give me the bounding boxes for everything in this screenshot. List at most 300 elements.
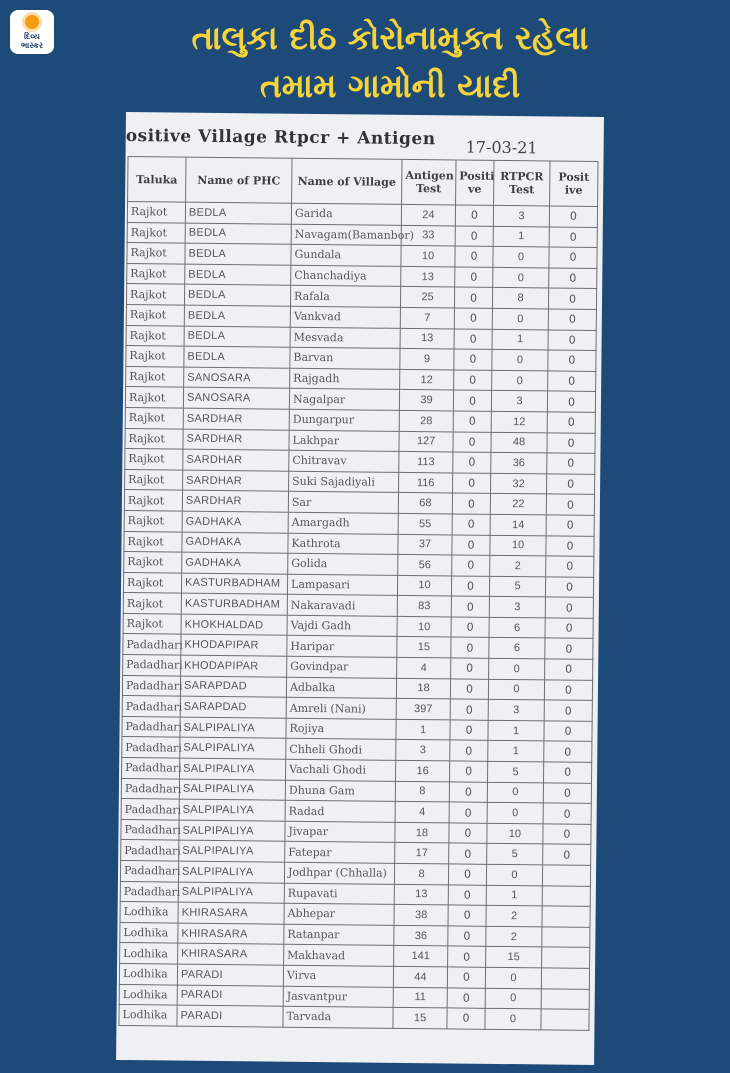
sheet-title: ositive Village Rtpcr + Antigen [125, 125, 436, 150]
cell-antigen-test: 10 [401, 246, 455, 267]
cell-taluka: Padadhari [121, 819, 179, 840]
cell-antigen-positive: 0 [453, 452, 491, 473]
cell-village: Golida [288, 553, 398, 575]
cell-taluka: Padadhari [122, 737, 180, 758]
cell-taluka: Rajkot [123, 613, 181, 634]
header-antigen-positive: Positi ve [456, 160, 494, 205]
cell-village: Tarvada [283, 1006, 393, 1028]
cell-antigen-positive: 0 [448, 946, 486, 967]
cell-taluka: Rajkot [127, 243, 185, 264]
cell-rtpcr-test: 5 [488, 761, 544, 782]
cell-rtpcr-test: 0 [487, 803, 543, 824]
cell-antigen-positive: 0 [452, 514, 490, 535]
cell-taluka: Rajkot [125, 449, 183, 470]
cell-rtpcr-test: 6 [489, 617, 545, 638]
cell-taluka: Rajkot [125, 407, 183, 428]
cell-taluka: Rajkot [124, 552, 182, 573]
cell-antigen-test: 33 [401, 225, 455, 246]
cell-antigen-positive: 0 [450, 761, 488, 782]
cell-taluka: Rajkot [127, 222, 185, 243]
cell-antigen-test: 15 [397, 637, 451, 658]
cell-rtpcr-positive: 0 [548, 350, 596, 371]
cell-antigen-positive: 0 [451, 617, 489, 638]
cell-antigen-test: 39 [399, 390, 453, 411]
cell-antigen-positive: 0 [455, 267, 493, 288]
cell-phc: PARADI [177, 1005, 283, 1027]
cell-antigen-test: 8 [395, 781, 449, 802]
cell-antigen-test: 3 [396, 740, 450, 761]
headline-line1: તાલુકા દીઠ કોરોનામુક્ત રહેલા [191, 18, 589, 57]
cell-rtpcr-positive: 0 [546, 535, 594, 556]
cell-phc: BEDLA [184, 305, 290, 327]
cell-antigen-positive: 0 [453, 431, 491, 452]
cell-rtpcr-positive: 0 [545, 597, 593, 618]
cell-phc: BEDLA [184, 346, 290, 368]
cell-rtpcr-test: 14 [490, 514, 546, 535]
cell-rtpcr-test: 3 [493, 205, 549, 226]
cell-rtpcr-positive: 0 [543, 803, 591, 824]
cell-village: Adbalka [286, 677, 396, 699]
cell-rtpcr-positive: 0 [544, 680, 592, 701]
cell-taluka: Lodhika [120, 902, 178, 923]
cell-antigen-test: 13 [400, 328, 454, 349]
cell-antigen-test: 1 [396, 719, 450, 740]
cell-antigen-positive: 0 [454, 370, 492, 391]
cell-phc: BEDLA [184, 284, 290, 306]
header-phc: Name of PHC [186, 157, 292, 203]
cell-taluka: Padadhari [121, 840, 179, 861]
cell-rtpcr-test: 15 [486, 947, 542, 968]
cell-rtpcr-test: 2 [486, 906, 542, 927]
cell-rtpcr-test: 1 [488, 720, 544, 741]
cell-antigen-test: 17 [395, 843, 449, 864]
cell-antigen-positive: 0 [448, 905, 486, 926]
table-row [119, 1005, 589, 1031]
cell-rtpcr-test: 2 [486, 926, 542, 947]
cell-rtpcr-positive: 0 [548, 329, 596, 350]
cell-rtpcr-test: 0 [489, 658, 545, 679]
cell-village: Vajdi Gadh [287, 615, 397, 637]
cell-village: Rafala [290, 286, 400, 308]
cell-phc: KHIRASARA [178, 923, 284, 945]
cell-rtpcr-test: 0 [485, 1008, 541, 1029]
cell-antigen-test: 18 [396, 678, 450, 699]
cell-rtpcr-positive [542, 906, 590, 927]
cell-rtpcr-positive: 0 [547, 412, 595, 433]
cell-village: Virva [283, 965, 393, 987]
cell-rtpcr-positive: 0 [548, 288, 596, 309]
cell-taluka: Rajkot [126, 304, 184, 325]
divya-bhaskar-logo [10, 10, 54, 54]
cell-antigen-positive: 0 [448, 864, 486, 885]
cell-rtpcr-test: 0 [492, 308, 548, 329]
cell-village: Jivapar [285, 821, 395, 843]
cell-antigen-positive: 0 [455, 246, 493, 267]
cell-antigen-positive: 0 [454, 349, 492, 370]
cell-rtpcr-test: 8 [492, 288, 548, 309]
logo-text-line1: દિવ્ય [24, 31, 40, 41]
cell-antigen-test: 24 [401, 204, 455, 225]
cell-rtpcr-positive [542, 947, 590, 968]
cell-antigen-test: 13 [401, 266, 455, 287]
cell-phc: SALPIPALIYA [178, 882, 284, 904]
header-village: Name of Village [292, 158, 402, 204]
cell-village: Ratanpar [284, 924, 394, 946]
cell-antigen-positive: 0 [450, 740, 488, 761]
cell-antigen-positive: 0 [453, 390, 491, 411]
cell-rtpcr-test: 1 [492, 329, 548, 350]
cell-antigen-test: 38 [394, 905, 448, 926]
cell-antigen-positive: 0 [447, 1008, 485, 1029]
cell-taluka: Rajkot [125, 387, 183, 408]
cell-village: Barvan [290, 347, 400, 369]
cell-antigen-positive: 0 [454, 308, 492, 329]
cell-village: Chanchadiya [291, 265, 401, 287]
table-header-row [128, 157, 598, 207]
cell-village: Amargadh [288, 512, 398, 534]
cell-village: Rajgadh [290, 368, 400, 390]
cell-village: Radad [285, 800, 395, 822]
cell-phc: BEDLA [185, 202, 291, 224]
cell-taluka: Lodhika [120, 922, 178, 943]
cell-rtpcr-test: 0 [492, 370, 548, 391]
cell-rtpcr-test: 0 [493, 247, 549, 268]
cell-rtpcr-positive: 0 [545, 618, 593, 639]
cell-rtpcr-positive [542, 885, 590, 906]
cell-phc: SARDHAR [183, 449, 289, 471]
cell-village: Suki Sajadiyali [289, 471, 399, 493]
cell-phc: SARAPDAD [180, 696, 286, 718]
cell-village: Dungarpur [289, 409, 399, 431]
cell-taluka: Lodhika [119, 963, 177, 984]
cell-antigen-test: 13 [394, 884, 448, 905]
cell-rtpcr-positive: 0 [544, 741, 592, 762]
cell-taluka: Rajkot [126, 366, 184, 387]
header-rtpcr-test: RTPCR Test [494, 160, 550, 206]
cell-village: Lampasari [287, 574, 397, 596]
cell-rtpcr-positive: 0 [545, 659, 593, 680]
cell-antigen-positive: 0 [455, 205, 493, 226]
cell-phc: KASTURBADHAM [181, 593, 287, 615]
cell-antigen-positive: 0 [447, 967, 485, 988]
cell-taluka: Lodhika [119, 1005, 177, 1026]
header-rtpcr-positive: Posit ive [550, 161, 598, 207]
cell-taluka: Padadhari [120, 860, 178, 881]
cell-rtpcr-test: 0 [485, 988, 541, 1009]
cell-rtpcr-test: 32 [491, 473, 547, 494]
header-taluka: Taluka [128, 157, 186, 203]
cell-village: Nakaravadi [287, 594, 397, 616]
cell-phc: BEDLA [184, 326, 290, 348]
cell-rtpcr-test: 0 [487, 782, 543, 803]
cell-taluka: Rajkot [127, 202, 185, 223]
cell-taluka: Padadhari [121, 799, 179, 820]
cell-taluka: Padadhari [122, 675, 180, 696]
sun-icon [25, 15, 39, 29]
cell-phc: SANOSARA [184, 367, 290, 389]
cell-antigen-positive: 0 [449, 843, 487, 864]
cell-taluka: Padadhari [123, 634, 181, 655]
sheet-date: 17-03-21 [465, 137, 538, 158]
cell-taluka: Padadhari [122, 716, 180, 737]
cell-phc: SALPIPALIYA [180, 738, 286, 760]
cell-antigen-positive: 0 [451, 658, 489, 679]
cell-taluka: Padadhari [122, 758, 180, 779]
cell-village: Kathrota [288, 533, 398, 555]
cell-antigen-test: 4 [397, 657, 451, 678]
cell-antigen-test: 36 [394, 925, 448, 946]
cell-antigen-test: 4 [395, 802, 449, 823]
cell-rtpcr-test: 12 [491, 411, 547, 432]
cell-antigen-test: 7 [400, 307, 454, 328]
cell-rtpcr-positive: 0 [543, 783, 591, 804]
cell-village: Dhuna Gam [285, 780, 395, 802]
cell-village: Sar [288, 492, 398, 514]
cell-phc: SANOSARA [183, 387, 289, 409]
cell-rtpcr-test: 3 [491, 391, 547, 412]
cell-phc: KHIRASARA [178, 943, 284, 965]
cell-phc: SALPIPALIYA [179, 840, 285, 862]
cell-phc: SARDHAR [182, 490, 288, 512]
cell-rtpcr-test: 1 [486, 885, 542, 906]
cell-phc: KASTURBADHAM [181, 573, 287, 595]
cell-antigen-test: 8 [394, 863, 448, 884]
cell-taluka: Padadhari [121, 778, 179, 799]
cell-antigen-test: 113 [399, 452, 453, 473]
cell-antigen-positive: 0 [453, 473, 491, 494]
cell-antigen-positive: 0 [449, 802, 487, 823]
cell-rtpcr-test: 0 [492, 350, 548, 371]
cell-taluka: Padadhari [120, 881, 178, 902]
cell-antigen-positive: 0 [452, 555, 490, 576]
cell-rtpcr-positive: 0 [543, 824, 591, 845]
cell-taluka: Padadhari [123, 655, 181, 676]
cell-rtpcr-positive: 0 [546, 494, 594, 515]
cell-rtpcr-test: 22 [490, 494, 546, 515]
cell-rtpcr-positive: 0 [545, 577, 593, 598]
cell-rtpcr-positive: 0 [543, 844, 591, 865]
cell-antigen-positive: 0 [454, 287, 492, 308]
cell-rtpcr-positive: 0 [549, 268, 597, 289]
cell-taluka: Rajkot [124, 510, 182, 531]
cell-village: Amreli (Nani) [286, 697, 396, 719]
cell-village: Rupavati [284, 883, 394, 905]
cell-rtpcr-test: 1 [488, 741, 544, 762]
cell-antigen-positive: 0 [451, 576, 489, 597]
cell-rtpcr-positive: 0 [547, 432, 595, 453]
cell-phc: PARADI [177, 985, 283, 1007]
cell-phc: KHODAPIPAR [181, 635, 287, 657]
cell-rtpcr-positive: 0 [547, 474, 595, 495]
cell-rtpcr-test: 10 [490, 535, 546, 556]
headline [60, 14, 720, 110]
cell-antigen-test: 18 [395, 822, 449, 843]
cell-rtpcr-test: 3 [488, 700, 544, 721]
cell-village: Nagalpar [289, 389, 399, 411]
cell-village: Abhepar [284, 903, 394, 925]
cell-antigen-test: 127 [399, 431, 453, 452]
cell-antigen-positive: 0 [448, 885, 486, 906]
cell-village: Gundala [291, 244, 401, 266]
cell-antigen-test: 10 [397, 616, 451, 637]
cell-antigen-positive: 0 [448, 926, 486, 947]
cell-rtpcr-positive: 0 [544, 762, 592, 783]
cell-rtpcr-test: 0 [488, 679, 544, 700]
cell-taluka: Lodhika [119, 984, 177, 1005]
cell-rtpcr-test: 48 [491, 432, 547, 453]
cell-rtpcr-positive: 0 [549, 206, 597, 227]
cell-rtpcr-positive: 0 [544, 700, 592, 721]
cell-antigen-test: 37 [398, 534, 452, 555]
cell-phc: SALPIPALIYA [180, 717, 286, 739]
cell-taluka: Rajkot [124, 490, 182, 511]
cell-village: Chheli Ghodi [286, 739, 396, 761]
cell-village: Rojiya [286, 718, 396, 740]
cell-rtpcr-test: 0 [493, 267, 549, 288]
cell-taluka: Rajkot [126, 284, 184, 305]
cell-taluka: Lodhika [120, 943, 178, 964]
cell-phc: KHOKHALDAD [181, 614, 287, 636]
cell-antigen-test: 28 [399, 410, 453, 431]
cell-phc: KHIRASARA [178, 902, 284, 924]
cell-rtpcr-test: 0 [485, 967, 541, 988]
cell-antigen-test: 16 [396, 760, 450, 781]
cell-phc: PARADI [177, 964, 283, 986]
cell-village: Garida [291, 203, 401, 225]
cell-phc: KHODAPIPAR [181, 655, 287, 677]
cell-antigen-positive: 0 [450, 699, 488, 720]
cell-village: Haripar [287, 636, 397, 658]
cell-rtpcr-test: 36 [491, 452, 547, 473]
cell-rtpcr-test: 3 [489, 597, 545, 618]
cell-antigen-positive: 0 [449, 782, 487, 803]
cell-antigen-test: 11 [393, 987, 447, 1008]
cell-rtpcr-test: 5 [489, 576, 545, 597]
cell-taluka: Rajkot [126, 346, 184, 367]
cell-rtpcr-positive: 0 [549, 227, 597, 248]
cell-village: Jasvantpur [283, 986, 393, 1008]
cell-antigen-positive: 0 [451, 596, 489, 617]
cell-rtpcr-positive: 0 [545, 638, 593, 659]
cell-rtpcr-test: 1 [493, 226, 549, 247]
cell-antigen-test: 83 [397, 596, 451, 617]
cell-phc: SALPIPALIYA [179, 820, 285, 842]
village-table [118, 156, 598, 1031]
cell-taluka: Padadhari [122, 696, 180, 717]
cell-antigen-positive: 0 [449, 823, 487, 844]
cell-phc: GADHAKA [182, 552, 288, 574]
cell-rtpcr-positive: 0 [547, 453, 595, 474]
cell-phc: BEDLA [185, 243, 291, 265]
cell-village: Govindpar [287, 656, 397, 678]
cell-antigen-positive: 0 [450, 679, 488, 700]
cell-taluka: Rajkot [123, 572, 181, 593]
cell-village: Mesvada [290, 327, 400, 349]
cell-village: Chitravav [289, 450, 399, 472]
cell-rtpcr-test: 6 [489, 638, 545, 659]
cell-phc: SALPIPALIYA [179, 779, 285, 801]
cell-taluka: Rajkot [123, 593, 181, 614]
cell-phc: BEDLA [185, 223, 291, 245]
cell-village: Vachali Ghodi [286, 759, 396, 781]
cell-phc: GADHAKA [182, 511, 288, 533]
cell-rtpcr-test: 10 [487, 823, 543, 844]
cell-phc: SARDHAR [183, 408, 289, 430]
cell-phc: SALPIPALIYA [179, 799, 285, 821]
cell-phc: SALPIPALIYA [180, 758, 286, 780]
cell-village: Lakhpar [289, 430, 399, 452]
cell-phc: BEDLA [185, 264, 291, 286]
headline-line2: તમામ ગામોની યાદી [259, 66, 521, 105]
cell-rtpcr-positive: 0 [546, 515, 594, 536]
cell-rtpcr-positive: 0 [549, 247, 597, 268]
cell-antigen-test: 25 [400, 287, 454, 308]
cell-rtpcr-positive [541, 988, 589, 1009]
cell-rtpcr-positive: 0 [548, 371, 596, 392]
cell-village: Makhavad [284, 945, 394, 967]
cell-taluka: Rajkot [125, 469, 183, 490]
cell-antigen-positive: 0 [453, 411, 491, 432]
cell-antigen-positive: 0 [454, 329, 492, 350]
cell-rtpcr-test: 5 [487, 844, 543, 865]
cell-rtpcr-test: 0 [486, 864, 542, 885]
cell-rtpcr-positive [541, 968, 589, 989]
cell-phc: GADHAKA [182, 532, 288, 554]
cell-antigen-test: 9 [400, 349, 454, 370]
cell-taluka: Rajkot [124, 531, 182, 552]
cell-antigen-test: 68 [398, 493, 452, 514]
cell-antigen-positive: 0 [451, 637, 489, 658]
cell-phc: SARDHAR [183, 470, 289, 492]
cell-antigen-test: 116 [399, 472, 453, 493]
cell-rtpcr-positive: 0 [546, 556, 594, 577]
cell-antigen-test: 141 [394, 946, 448, 967]
cell-taluka: Rajkot [127, 263, 185, 284]
cell-antigen-test: 15 [393, 1008, 447, 1029]
cell-village: Jodhpar (Chhalla) [284, 862, 394, 884]
cell-antigen-test: 56 [398, 554, 452, 575]
cell-phc: SARDHAR [183, 429, 289, 451]
cell-antigen-positive: 0 [447, 987, 485, 1008]
cell-rtpcr-positive: 0 [548, 309, 596, 330]
cell-rtpcr-positive: 0 [544, 721, 592, 742]
cell-antigen-test: 55 [398, 513, 452, 534]
cell-phc: SALPIPALIYA [178, 861, 284, 883]
cell-rtpcr-test: 2 [490, 555, 546, 576]
cell-rtpcr-positive: 0 [547, 391, 595, 412]
cell-rtpcr-positive [542, 927, 590, 948]
cell-antigen-positive: 0 [452, 493, 490, 514]
cell-village: Vankvad [290, 306, 400, 328]
cell-village: Fatepar [285, 842, 395, 864]
cell-phc: SARAPDAD [180, 676, 286, 698]
paper-sheet-photo [116, 112, 604, 1065]
header-antigen-test: Antigen Test [402, 159, 456, 205]
cell-rtpcr-positive [542, 865, 590, 886]
cell-antigen-test: 10 [397, 575, 451, 596]
cell-antigen-test: 397 [396, 699, 450, 720]
cell-taluka: Rajkot [125, 428, 183, 449]
logo-text-line2: ભાસ્કર [20, 40, 44, 50]
cell-antigen-test: 44 [393, 966, 447, 987]
cell-antigen-positive: 0 [455, 226, 493, 247]
cell-antigen-positive: 0 [450, 720, 488, 741]
cell-antigen-positive: 0 [452, 534, 490, 555]
cell-village: Navagam(Bamanbor) [291, 224, 401, 246]
cell-rtpcr-positive [541, 1009, 589, 1030]
cell-antigen-test: 12 [400, 369, 454, 390]
cell-taluka: Rajkot [126, 325, 184, 346]
